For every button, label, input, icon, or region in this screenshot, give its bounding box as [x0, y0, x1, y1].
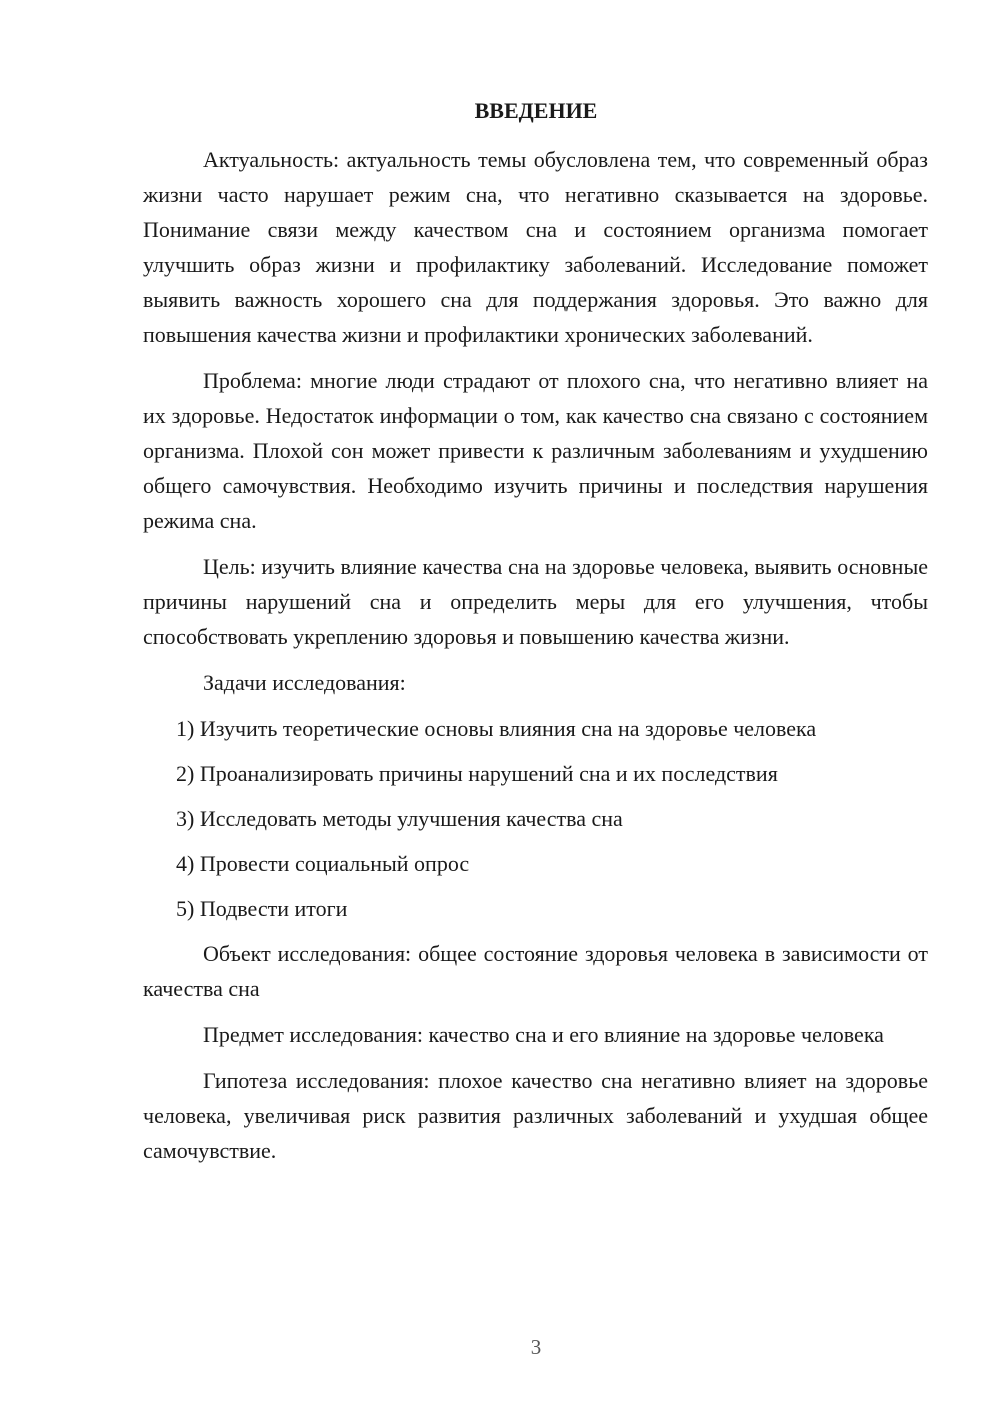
- tasks-heading: Задачи исследования:: [203, 670, 406, 695]
- relevance-paragraph: Актуальность: актуальность темы обусловлена тем, что современный образ жизни часто нарушает режим сна, что негативно сказывается на здоровье. Понимание связи между качеством сна и состоянием организма помогает улучшить образ жизни и профилактику заболеваний. Исследование поможет выявить важность хорошего сна для поддержания здоровья. Это важно для повышения качества жизни и профилактики хронических заболеваний.: [143, 147, 928, 347]
- hypothesis-paragraph: Гипотеза исследования: плохое качество сна негативно влияет на здоровье человека, увеличивая риск развития различных заболеваний и ухудшая общее самочувствие.: [143, 1068, 928, 1163]
- task-item: 1) Изучить теоретические основы влияния сна на здоровье человека: [176, 716, 817, 741]
- task-item: 5) Подвести итоги: [176, 896, 348, 921]
- task-item: 2) Проанализировать причины нарушений сна и их последствия: [176, 761, 778, 786]
- task-item: 3) Исследовать методы улучшения качества сна: [176, 806, 623, 831]
- task-item: 4) Провести социальный опрос: [176, 851, 470, 876]
- problem-paragraph: Проблема: многие люди страдают от плохого сна, что негативно влияет на их здоровье. Недостаток информации о том, как качество сна связано с состоянием организма. Плохой сон может привести к различным заболеваниям и ухудшению общего самочувствия. Необходимо изучить причины и последствия нарушения режима сна.: [143, 368, 928, 533]
- goal-paragraph: Цель: изучить влияние качества сна на здоровье человека, выявить основные причины нарушений сна и определить меры для его улучшения, чтобы способствовать укреплению здоровья и повышению качества жизни.: [143, 554, 928, 649]
- page-number: 3: [530, 1335, 542, 1359]
- document-body: [143, 142, 928, 1168]
- tasks-list: [143, 711, 928, 926]
- subject-paragraph: Предмет исследования: качество сна и его влияние на здоровье человека: [203, 1022, 884, 1047]
- page-title: ВВЕДЕНИЕ: [474, 98, 598, 123]
- object-paragraph: Объект исследования: общее состояние здоровья человека в зависимости от качества сна: [143, 941, 928, 1001]
